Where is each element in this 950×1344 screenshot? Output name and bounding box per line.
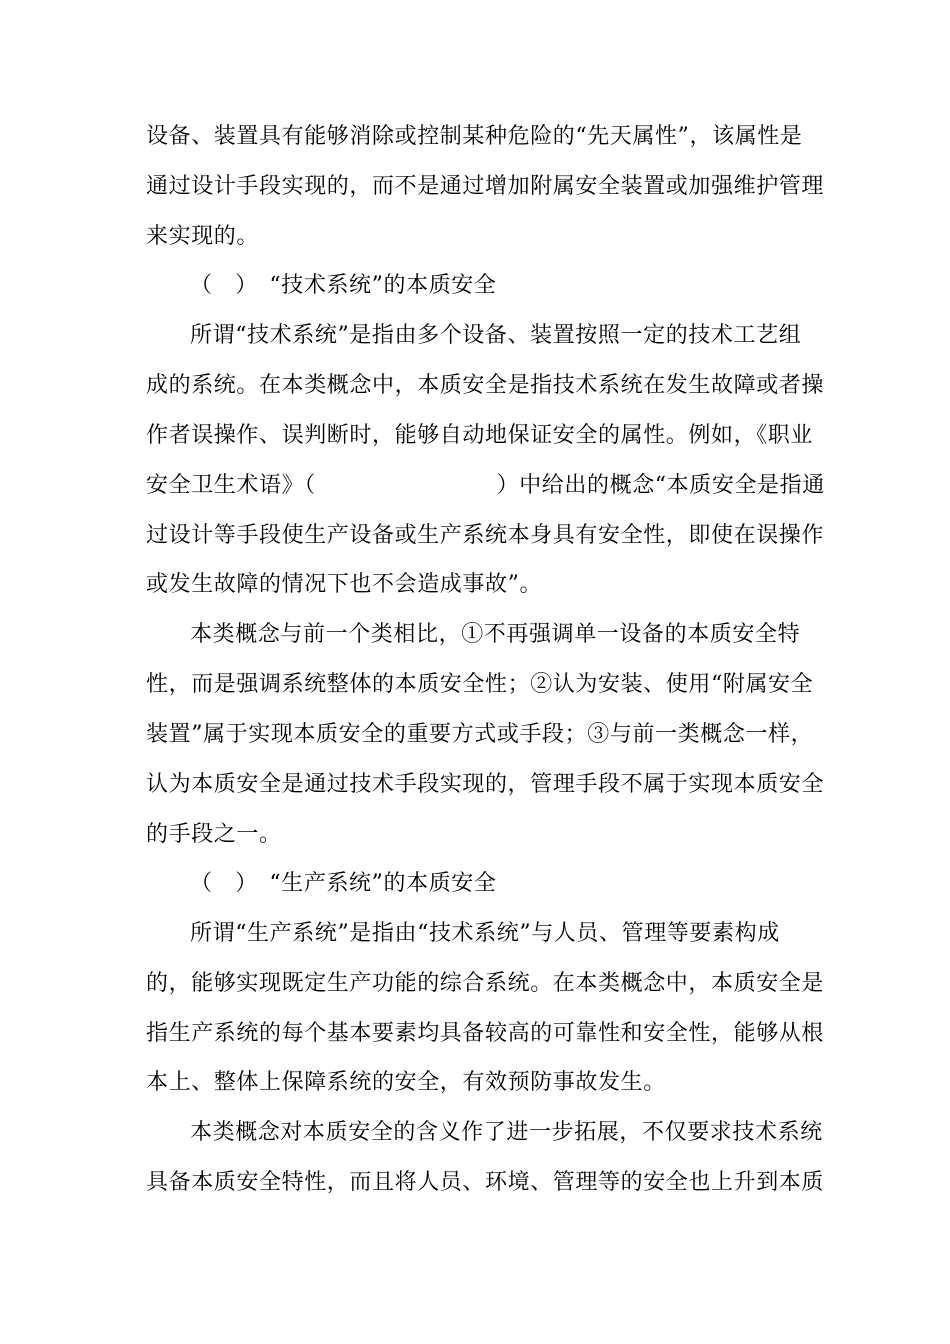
paragraph-line: 本上、整体上保障系统的安全，有效预防事故发生。 xyxy=(146,1070,666,1095)
paragraph-line: 所谓“生产系统”是指由“技术系统”与人员、管理等要素构成 xyxy=(190,921,780,946)
paragraph-line: 的手段之一。 xyxy=(146,822,282,847)
paragraph-line: 认为本质安全是通过技术手段实现的，管理手段不属于实现本质安全 xyxy=(146,772,825,797)
paragraph-line: 本类概念对本质安全的含义作了进一步拓展，不仅要求技术系统 xyxy=(190,1120,823,1145)
paragraph-line: 本类概念与前一个类相比，①不再强调单一设备的本质安全特 xyxy=(190,622,801,647)
paragraph-line: 安全卫生术语》（ ）中给出的概念“本质安全是指通 xyxy=(146,473,825,498)
paragraph-line: 或发生故障的情况下也不会造成事故”。 xyxy=(146,572,543,597)
paragraph-line: 设备、装置具有能够消除或控制某种危险的“先天属性”，该属性是 xyxy=(146,124,803,149)
paragraph-line: 所谓“技术系统”是指由多个设备、装置按照一定的技术工艺组 xyxy=(190,323,802,348)
paragraph-line: 的，能够实现既定生产功能的综合系统。在本类概念中，本质安全是 xyxy=(146,971,825,996)
paragraph-line: 装置”属于实现本质安全的重要方式或手段；③与前一类概念一样， xyxy=(146,722,814,747)
paragraph-line: 来实现的。 xyxy=(146,224,260,249)
section-heading-production-system: （ ） “生产系统”的本质安全 xyxy=(190,871,497,896)
paragraph-line: 指生产系统的每个基本要素均具备较高的可靠性和安全性，能够从根 xyxy=(146,1021,825,1046)
paragraph-line: 通过设计手段实现的，而不是通过增加附属安全装置或加强维护管理 xyxy=(146,174,825,199)
paragraph-line: 具备本质安全特性，而且将人员、环境、管理等的安全也上升到本质 xyxy=(146,1170,825,1195)
paragraph-line: 性，而是强调系统整体的本质安全性；②认为安装、使用“附属安全 xyxy=(146,672,814,697)
paragraph-line: 过设计等手段使生产设备或生产系统本身具有安全性，即使在误操作 xyxy=(146,523,825,548)
section-heading-technical-system: （ ） “技术系统”的本质安全 xyxy=(190,273,497,298)
paragraph-line: 作者误操作、误判断时，能够自动地保证安全的属性。例如，《职业 xyxy=(146,423,814,448)
paragraph-line: 成的系统。在本类概念中，本质安全是指技术系统在发生故障或者操 xyxy=(146,373,825,398)
